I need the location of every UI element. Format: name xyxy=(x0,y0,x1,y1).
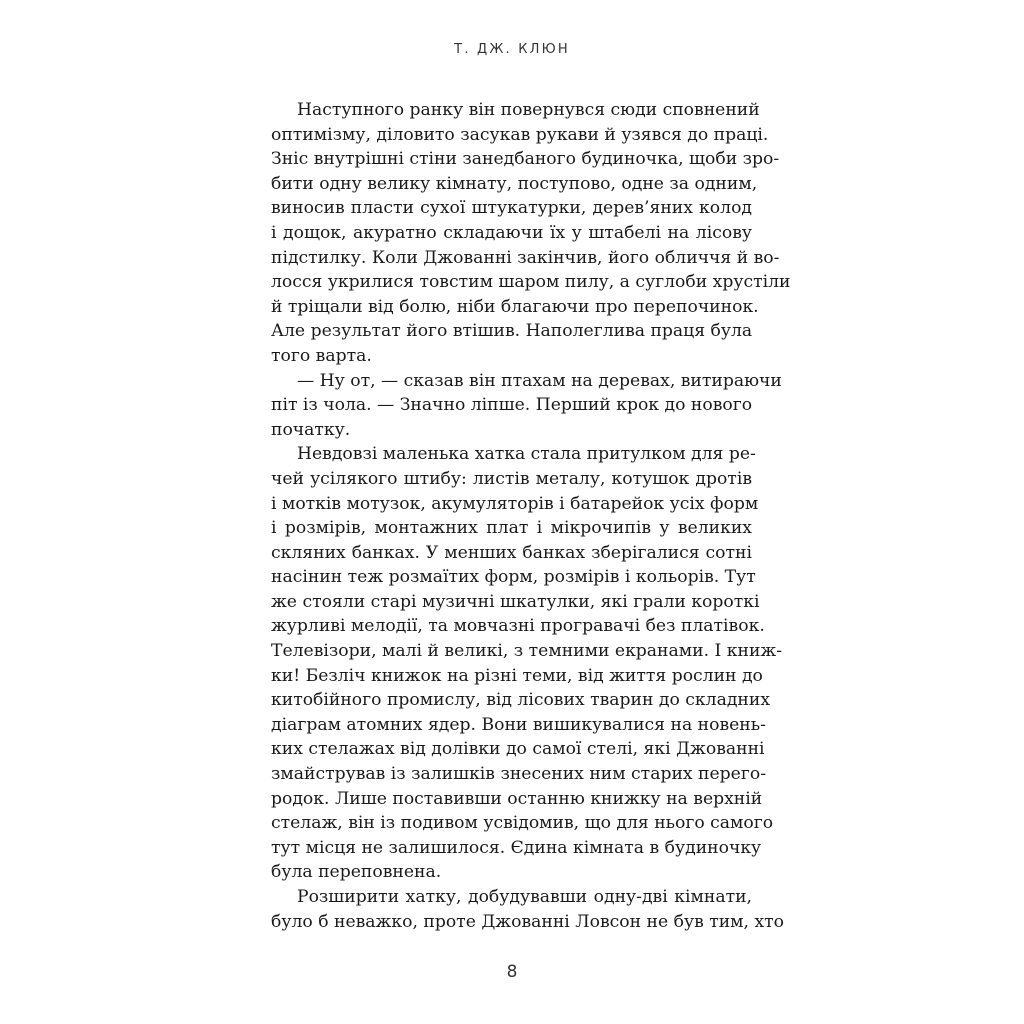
text-line: тут місця не залишилося. Єдина кімната в будиночку xyxy=(271,837,762,858)
text-line: Але результат його втішив. Наполеглива праця була xyxy=(271,321,753,342)
text-line: діаграм атомних ядер. Вони вишикувалися на новень- xyxy=(271,714,766,735)
text-line: — Ну от, — сказав він птахам на деревах, витираючи xyxy=(297,370,782,391)
text-line: піт із чола. — Значно ліпше. Перший крок до нового xyxy=(271,395,753,416)
text-line: стелаж, він із подивом усвідомив, що для нього самого xyxy=(271,813,774,834)
text-line: же стояли старі музичні шкатулки, які грали короткі xyxy=(271,591,760,612)
body-text xyxy=(271,98,791,934)
text-line: оптимізму, діловито засукав рукави й узявся до праці. xyxy=(271,124,769,145)
running-head-author: Т. ДЖ. КЛЮН xyxy=(454,42,570,57)
text-line: початку. xyxy=(271,419,351,440)
text-line: була переповнена. xyxy=(271,862,442,883)
text-line: чей усілякого штибу: листів металу, котушок дротів xyxy=(271,468,752,489)
text-line: Наступного ранку він повернувся сюди сповнений xyxy=(297,100,760,120)
text-line: Зніс внутрішні стіни занедбаного будиночка, щоби зро- xyxy=(271,149,780,170)
text-line: журливі мелодії, та мовчазні програвачі без платівок. xyxy=(271,616,765,637)
text-line: ких стелажах від долівки до самої стелі, які Джованні xyxy=(271,739,765,760)
text-line: підстилку. Коли Джованні закінчив, його обличчя й во- xyxy=(271,247,780,268)
text-line: ки! Безліч книжок на різні теми, від життя рослин до xyxy=(271,665,763,686)
text-line: скляних банках. У менших банках зберігалися сотні xyxy=(271,542,752,563)
text-line: бити одну велику кімнату, поступово, одне за одним, xyxy=(271,173,758,194)
text-line: насінин теж розмаїтих форм, розмірів і кольорів. Тут xyxy=(271,567,756,588)
text-line: й тріщали від болю, ніби благаючи про перепочинок. xyxy=(271,296,759,317)
text-line: того варта. xyxy=(271,345,372,366)
text-line: китобійного промислу, від лісових тварин до складних xyxy=(271,690,771,711)
text-line: і дощок, акуратно складаючи їх у штабелі на лісову xyxy=(271,222,752,243)
text-line: Телевізори, малі й великі, з темними екранами. І книж- xyxy=(271,641,783,662)
text-line: і мотків мотузок, акумуляторів і батарейок усіх форм xyxy=(271,493,759,514)
text-line: було б неважко, проте Джованні Ловсон не був тим, хто xyxy=(271,911,785,932)
text-line: і розмірів, монтажних плат і мікрочипів у великих xyxy=(271,518,752,539)
text-line: лосся укрилися товстим шаром пилу, а суглоби хрустіли xyxy=(271,272,791,293)
text-line: Розширити хатку, добудувавши одну-дві кімнати, xyxy=(297,887,752,907)
text-line: змайстрував із залишків знесених ним старих перего- xyxy=(271,764,767,785)
text-line: родок. Лише поставивши останню книжку на верхній xyxy=(271,788,763,809)
text-line: Невдовзі маленька хатка стала притулком для ре- xyxy=(297,444,756,465)
text-line: виносив пласти сухої штукатурки, дерев’яних колод xyxy=(271,198,752,219)
page-number: 8 xyxy=(506,962,518,982)
